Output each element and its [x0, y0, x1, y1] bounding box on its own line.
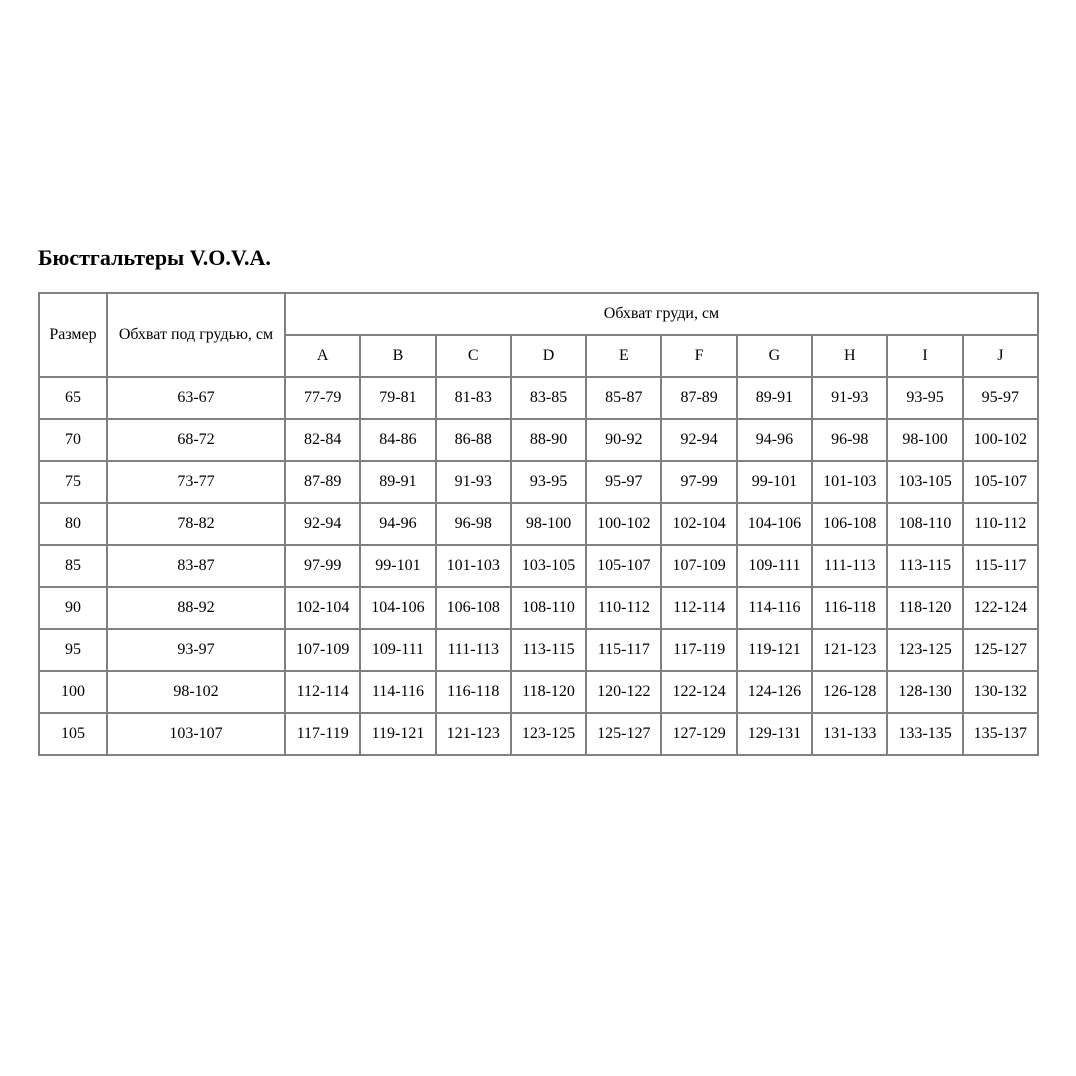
cup-cell: 96-98 [812, 419, 887, 461]
cup-cell: 87-89 [285, 461, 360, 503]
cup-cell: 100-102 [963, 419, 1038, 461]
cup-cell: 96-98 [436, 503, 511, 545]
underbust-cell: 98-102 [107, 671, 285, 713]
underbust-column-header: Обхват под грудью, см [107, 293, 285, 377]
cup-cell: 108-110 [511, 587, 586, 629]
cup-cell: 100-102 [586, 503, 661, 545]
cup-cell: 103-105 [887, 461, 962, 503]
cup-cell: 108-110 [887, 503, 962, 545]
cup-cell: 122-124 [661, 671, 736, 713]
cup-cell: 117-119 [661, 629, 736, 671]
size-cell: 70 [39, 419, 107, 461]
cup-cell: 114-116 [737, 587, 812, 629]
size-cell: 90 [39, 587, 107, 629]
table-row [39, 545, 1038, 587]
table-row [39, 587, 1038, 629]
page-title: Бюстгальтеры V.O.V.A. [38, 245, 271, 270]
cup-cell: 102-104 [285, 587, 360, 629]
cup-cell: 97-99 [285, 545, 360, 587]
size-cell: 65 [39, 377, 107, 419]
cup-cell: 106-108 [812, 503, 887, 545]
cup-cell: 119-121 [360, 713, 435, 755]
cup-column-header: E [586, 335, 661, 377]
size-column-header: Размер [39, 293, 107, 377]
cup-cell: 135-137 [963, 713, 1038, 755]
table-row [39, 671, 1038, 713]
underbust-cell: 88-92 [107, 587, 285, 629]
cup-cell: 103-105 [511, 545, 586, 587]
cup-cell: 84-86 [360, 419, 435, 461]
cup-cell: 126-128 [812, 671, 887, 713]
size-cell: 75 [39, 461, 107, 503]
cup-cell: 115-117 [586, 629, 661, 671]
cup-cell: 121-123 [812, 629, 887, 671]
size-table-body [39, 377, 1038, 755]
cup-cell: 93-95 [887, 377, 962, 419]
cup-cell: 82-84 [285, 419, 360, 461]
cup-cell: 109-111 [737, 545, 812, 587]
cup-cell: 98-100 [887, 419, 962, 461]
cup-cell: 91-93 [436, 461, 511, 503]
cup-cell: 110-112 [963, 503, 1038, 545]
cup-cell: 87-89 [661, 377, 736, 419]
cup-cell: 123-125 [511, 713, 586, 755]
underbust-cell: 63-67 [107, 377, 285, 419]
cup-cell: 95-97 [963, 377, 1038, 419]
cup-column-header: F [661, 335, 736, 377]
cup-cell: 89-91 [360, 461, 435, 503]
cup-cell: 123-125 [887, 629, 962, 671]
underbust-cell: 73-77 [107, 461, 285, 503]
cup-cell: 77-79 [285, 377, 360, 419]
cup-cell: 101-103 [812, 461, 887, 503]
cup-column-header: J [963, 335, 1038, 377]
size-cell: 100 [39, 671, 107, 713]
cup-column-header: B [360, 335, 435, 377]
cup-cell: 117-119 [285, 713, 360, 755]
underbust-cell: 83-87 [107, 545, 285, 587]
cup-cell: 104-106 [360, 587, 435, 629]
table-row [39, 629, 1038, 671]
cup-cell: 101-103 [436, 545, 511, 587]
cup-cell: 113-115 [887, 545, 962, 587]
cup-cell: 90-92 [586, 419, 661, 461]
cup-cell: 125-127 [586, 713, 661, 755]
cup-cell: 98-100 [511, 503, 586, 545]
cup-cell: 133-135 [887, 713, 962, 755]
table-row [39, 419, 1038, 461]
cup-cell: 113-115 [511, 629, 586, 671]
cup-cell: 93-95 [511, 461, 586, 503]
underbust-cell: 68-72 [107, 419, 285, 461]
cup-column-header: I [887, 335, 962, 377]
cup-cell: 124-126 [737, 671, 812, 713]
cup-cell: 99-101 [360, 545, 435, 587]
size-cell: 80 [39, 503, 107, 545]
bra-size-table [38, 292, 1039, 756]
cup-cell: 115-117 [963, 545, 1038, 587]
cup-cell: 112-114 [661, 587, 736, 629]
cup-cell: 91-93 [812, 377, 887, 419]
cup-cell: 86-88 [436, 419, 511, 461]
cup-cell: 79-81 [360, 377, 435, 419]
cup-cell: 130-132 [963, 671, 1038, 713]
cup-cell: 122-124 [963, 587, 1038, 629]
cup-cell: 104-106 [737, 503, 812, 545]
table-row [39, 377, 1038, 419]
cup-cell: 112-114 [285, 671, 360, 713]
cup-cell: 97-99 [661, 461, 736, 503]
cup-cell: 85-87 [586, 377, 661, 419]
cup-cell: 118-120 [511, 671, 586, 713]
size-table-header [39, 293, 1038, 377]
cup-column-header: G [737, 335, 812, 377]
cup-cell: 128-130 [887, 671, 962, 713]
cup-cell: 114-116 [360, 671, 435, 713]
cup-cell: 120-122 [586, 671, 661, 713]
cup-cell: 94-96 [360, 503, 435, 545]
cup-column-header: A [285, 335, 360, 377]
cup-cell: 99-101 [737, 461, 812, 503]
cup-cell: 105-107 [963, 461, 1038, 503]
cup-cell: 116-118 [436, 671, 511, 713]
cup-column-header: D [511, 335, 586, 377]
cup-column-header: H [812, 335, 887, 377]
cup-cell: 107-109 [285, 629, 360, 671]
size-cell: 95 [39, 629, 107, 671]
cup-cell: 95-97 [586, 461, 661, 503]
table-row [39, 713, 1038, 755]
cup-cell: 131-133 [812, 713, 887, 755]
cup-cell: 102-104 [661, 503, 736, 545]
underbust-cell: 93-97 [107, 629, 285, 671]
cup-cell: 105-107 [586, 545, 661, 587]
cup-cell: 83-85 [511, 377, 586, 419]
underbust-cell: 103-107 [107, 713, 285, 755]
header-row-top [39, 293, 1038, 335]
cup-cell: 110-112 [586, 587, 661, 629]
cup-cell: 81-83 [436, 377, 511, 419]
cup-cell: 106-108 [436, 587, 511, 629]
cup-cell: 89-91 [737, 377, 812, 419]
cup-cell: 118-120 [887, 587, 962, 629]
size-cell: 85 [39, 545, 107, 587]
cup-cell: 94-96 [737, 419, 812, 461]
cup-cell: 111-113 [812, 545, 887, 587]
cup-cell: 127-129 [661, 713, 736, 755]
cup-cell: 107-109 [661, 545, 736, 587]
cup-cell: 129-131 [737, 713, 812, 755]
table-row [39, 503, 1038, 545]
size-cell: 105 [39, 713, 107, 755]
cup-cell: 111-113 [436, 629, 511, 671]
cup-cell: 92-94 [285, 503, 360, 545]
cup-cell: 121-123 [436, 713, 511, 755]
table-row [39, 461, 1038, 503]
bust-group-header: Обхват груди, см [285, 293, 1038, 335]
cup-column-header: C [436, 335, 511, 377]
cup-cell: 92-94 [661, 419, 736, 461]
cup-cell: 119-121 [737, 629, 812, 671]
underbust-cell: 78-82 [107, 503, 285, 545]
cup-cell: 125-127 [963, 629, 1038, 671]
cup-cell: 88-90 [511, 419, 586, 461]
cup-cell: 109-111 [360, 629, 435, 671]
cup-cell: 116-118 [812, 587, 887, 629]
